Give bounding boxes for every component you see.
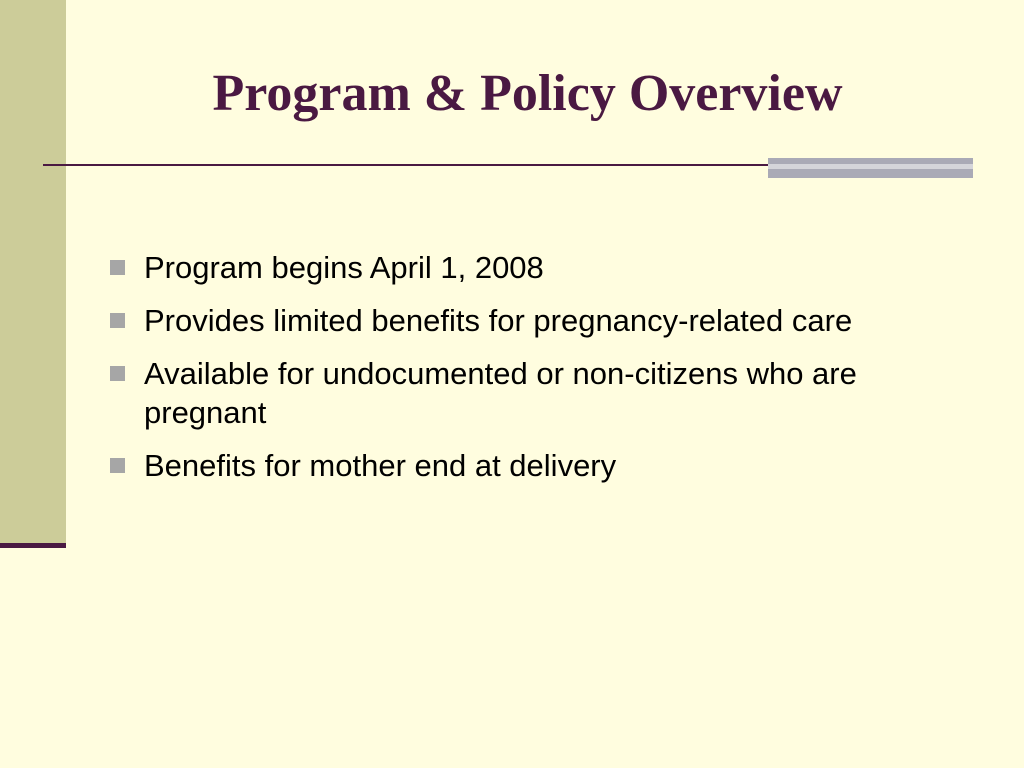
square-bullet-icon — [110, 313, 125, 328]
left-decorative-bar — [0, 0, 66, 545]
title-divider-line — [43, 164, 769, 166]
bullet-text: Available for undocumented or non-citizens who are pregnant — [144, 356, 857, 430]
bullet-text: Program begins April 1, 2008 — [144, 250, 544, 285]
square-bullet-icon — [110, 260, 125, 275]
square-bullet-icon — [110, 366, 125, 381]
bullet-item — [108, 248, 938, 287]
left-bar-underline — [0, 543, 66, 548]
bullet-item — [108, 301, 938, 340]
square-bullet-icon — [110, 458, 125, 473]
accent-bar-bottom — [768, 169, 973, 178]
bullet-list — [108, 248, 938, 499]
bullet-text: Provides limited benefits for pregnancy-related care — [144, 303, 853, 338]
bullet-text: Benefits for mother end at delivery — [144, 448, 617, 483]
slide-title: Program & Policy Overview — [212, 65, 843, 122]
bullet-item — [108, 446, 938, 485]
bullet-item — [108, 354, 938, 432]
